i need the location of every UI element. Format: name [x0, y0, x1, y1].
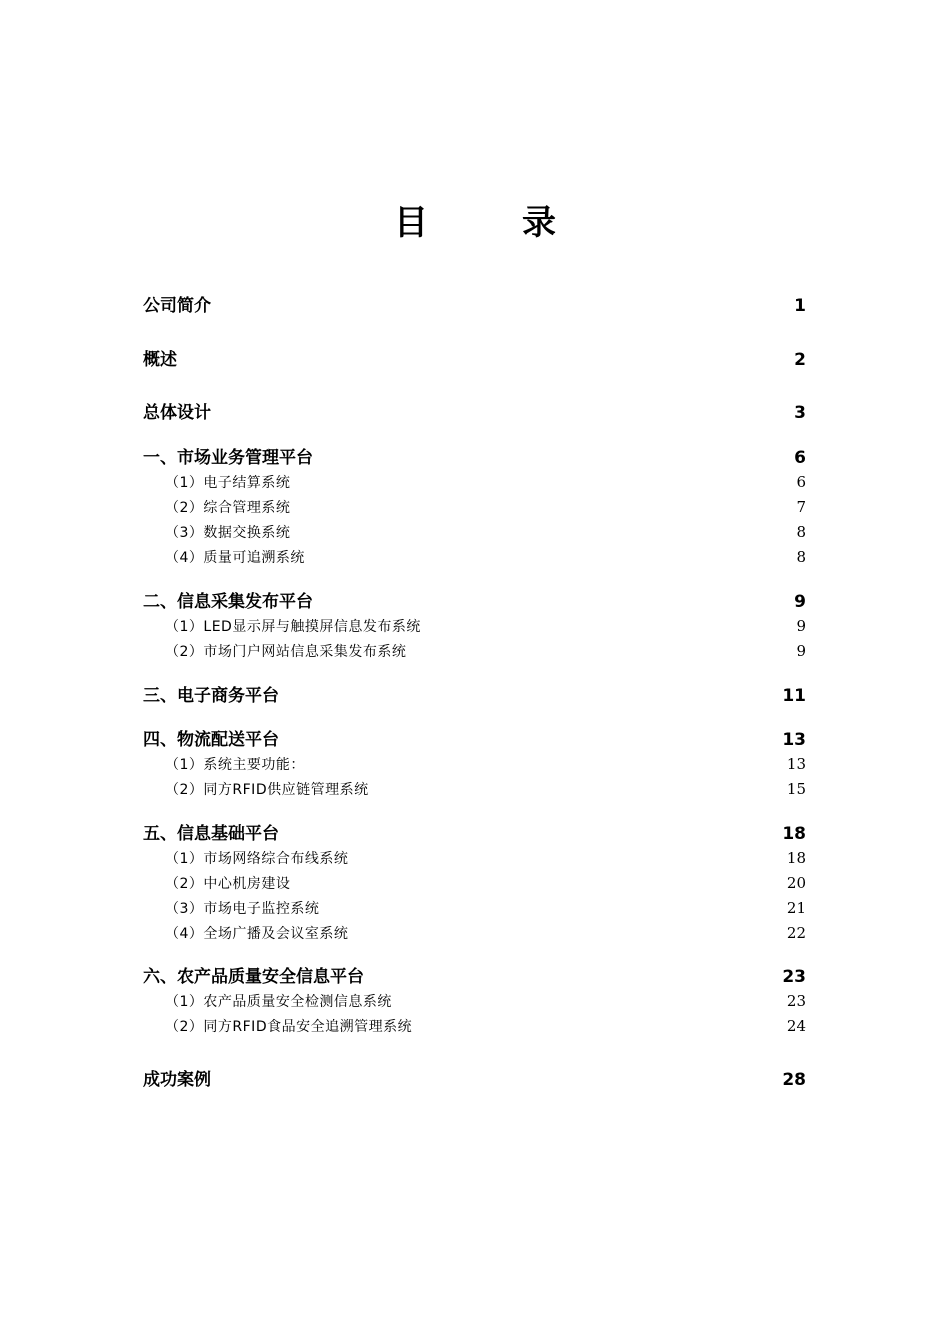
toc-entry-page: 22	[786, 924, 806, 942]
toc-entry-page: 8	[796, 523, 806, 541]
toc-entry-section-4[interactable]	[143, 728, 806, 752]
toc-entry-label: （1）电子结算系统	[165, 475, 291, 491]
toc-entry-label: （2）同方RFID供应链管理系统	[165, 782, 369, 798]
toc-entry-page: 15	[786, 780, 806, 798]
toc-entry-label: （1）系统主要功能：	[165, 757, 305, 773]
toc-entry-label: （4）全场广播及会议室系统	[165, 926, 349, 942]
toc-subentry[interactable]	[143, 615, 806, 638]
toc-entry-page: 8	[796, 548, 806, 566]
toc-subentry[interactable]	[143, 922, 806, 945]
toc-entry-page: 11	[782, 686, 806, 706]
toc-entry-label: （1）市场网络综合布线系统	[165, 851, 349, 867]
toc-entry-page: 18	[786, 849, 806, 867]
toc-subentry[interactable]	[143, 546, 806, 569]
toc-subentry[interactable]	[143, 872, 806, 895]
toc-entry-label: 公司简介	[143, 296, 211, 316]
toc-title: 目 录	[394, 203, 586, 243]
toc-subentry[interactable]	[143, 1015, 806, 1038]
toc-entry-overall-design[interactable]	[143, 401, 806, 425]
toc-entry-company-intro[interactable]	[143, 294, 806, 318]
toc-entry-label: （2）综合管理系统	[165, 500, 291, 516]
toc-entry-label: 五、信息基础平台	[143, 824, 279, 844]
toc-entry-label: （2）市场门户网站信息采集发布系统	[165, 644, 407, 660]
toc-entry-section-2[interactable]	[143, 590, 806, 614]
toc-entry-label: （2）同方RFID食品安全追溯管理系统	[165, 1019, 413, 1035]
toc-entry-label: （1）农产品质量安全检测信息系统	[165, 994, 392, 1010]
toc-entry-page: 7	[796, 498, 806, 516]
toc-entry-label: 成功案例	[143, 1070, 211, 1090]
toc-entry-label: （3）市场电子监控系统	[165, 901, 320, 917]
toc-entry-page: 21	[786, 899, 806, 917]
toc-entry-page: 20	[786, 874, 806, 892]
toc-entry-label: （1）LED显示屏与触摸屏信息发布系统	[165, 619, 421, 635]
toc-subentry[interactable]	[143, 496, 806, 519]
toc-entry-section-3[interactable]	[143, 684, 806, 708]
toc-entry-page: 9	[796, 642, 806, 660]
toc-subentry[interactable]	[143, 778, 806, 801]
toc-entry-label: 概述	[143, 350, 177, 370]
toc-entry-page: 18	[782, 824, 806, 844]
toc-subentry[interactable]	[143, 640, 806, 663]
toc-entry-page: 6	[794, 448, 806, 468]
toc-entry-page: 9	[794, 592, 806, 612]
toc-entry-section-6[interactable]	[143, 965, 806, 989]
toc-entry-page: 2	[794, 350, 806, 370]
toc-entry-overview[interactable]	[143, 348, 806, 372]
toc-entry-label: （4）质量可追溯系统	[165, 550, 305, 566]
toc-subentry[interactable]	[143, 471, 806, 494]
toc-entry-page: 28	[782, 1070, 806, 1090]
toc-entry-label: 三、电子商务平台	[143, 686, 279, 706]
toc-entry-label: （2）中心机房建设	[165, 876, 291, 892]
toc-subentry[interactable]	[143, 990, 806, 1013]
toc-entry-page: 1	[794, 296, 806, 316]
toc-entry-page: 23	[786, 992, 806, 1010]
toc-entry-page: 6	[796, 473, 806, 491]
toc-entry-label: （3）数据交换系统	[165, 525, 291, 541]
toc-subentry[interactable]	[143, 847, 806, 870]
toc-subentry[interactable]	[143, 753, 806, 776]
toc-entry-label: 总体设计	[143, 403, 211, 423]
toc-entry-page: 24	[786, 1017, 806, 1035]
toc-entry-section-1[interactable]	[143, 446, 806, 470]
toc-subentry[interactable]	[143, 897, 806, 920]
toc-subentry[interactable]	[143, 521, 806, 544]
toc-entry-success-cases[interactable]	[143, 1068, 806, 1092]
toc-entry-label: 六、农产品质量安全信息平台	[143, 967, 364, 987]
toc-entry-page: 13	[782, 730, 806, 750]
toc-entry-section-5[interactable]	[143, 822, 806, 846]
toc-entry-page: 13	[786, 755, 806, 773]
toc-entry-page: 9	[796, 617, 806, 635]
toc-entry-page: 23	[782, 967, 806, 987]
toc-entry-page: 3	[794, 403, 806, 423]
toc-entry-label: 一、市场业务管理平台	[143, 448, 313, 468]
toc-entry-label: 二、信息采集发布平台	[143, 592, 313, 612]
toc-entry-label: 四、物流配送平台	[143, 730, 279, 750]
